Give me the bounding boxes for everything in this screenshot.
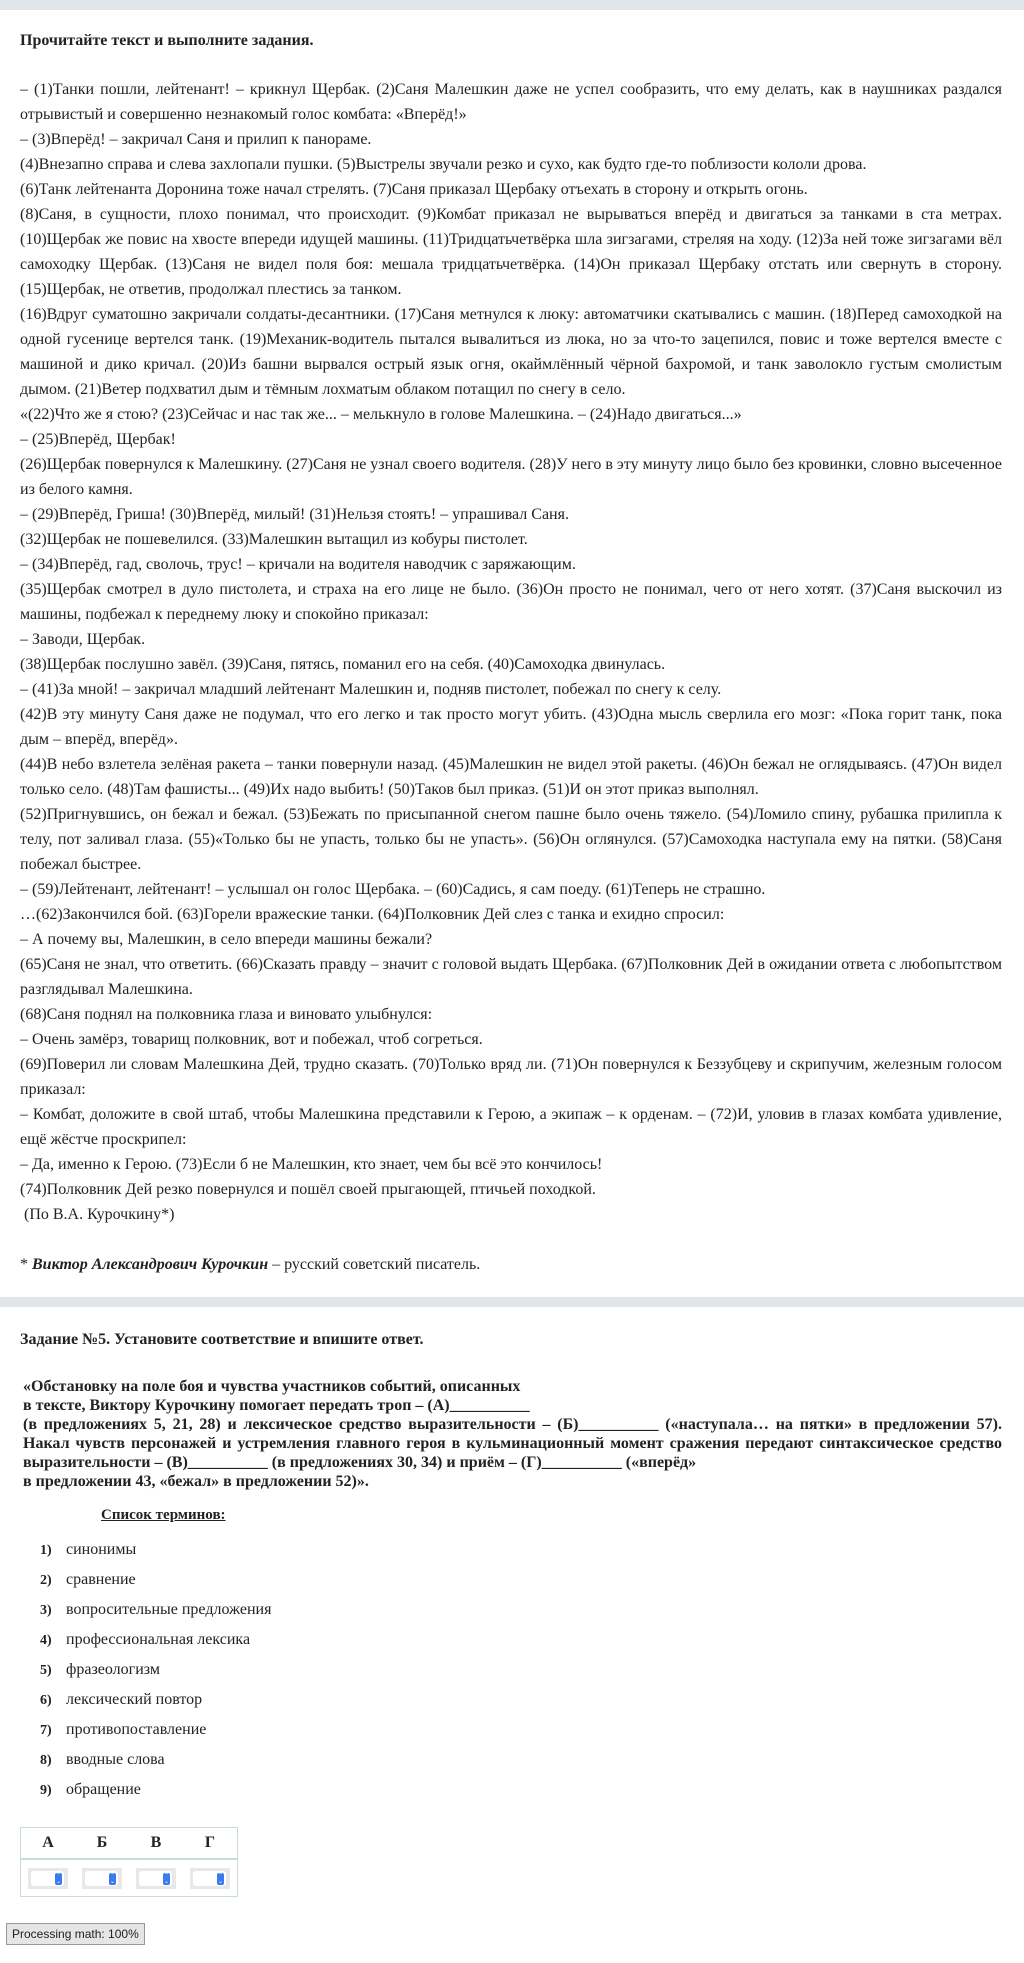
term-label: вводные слова xyxy=(66,1751,165,1768)
term-number: 3) xyxy=(40,1603,52,1618)
passage-paragraph: …(62)Закончился бой. (63)Горели вражеские танки. (64)Полковник Дей слез с танка и ехидно спросил: xyxy=(20,906,725,923)
task-statement xyxy=(20,1377,1002,1491)
author-footnote xyxy=(20,1252,1002,1277)
passage-paragraph: (65)Саня не знал, что ответить. (66)Сказать правду – значит с головой выдать Щербака. (67)Полковник Дей в ожидании ответа с любопытством разглядывал Малешкина. xyxy=(20,956,1002,998)
term-number: 2) xyxy=(40,1573,52,1588)
chevron-updown-icon: ⌃ ⌄ xyxy=(55,1872,62,1885)
passage-paragraph: (52)Пригнувшись, он бежал и бежал. (53)Бежать по присыпанной снегом пашне было очень тяжело. (54)Ломило спину, рубашка прилипла к телу, пот заливал глаза. (55)«Только бы не упасть, только бы не упасть». (56)Он оглянулся. (57)Самоходка наступала ему на пятки. (58)Саня побежал быстрее. xyxy=(20,806,1002,873)
term-number: 8) xyxy=(40,1753,52,1768)
passage-paragraph: (74)Полковник Дей резко повернулся и пошёл своей прыгающей, птичьей походкой. xyxy=(20,1181,596,1198)
answer-cell xyxy=(183,1859,238,1897)
answer-column-header: А xyxy=(21,1828,76,1860)
task-line: в тексте, Виктору Курочкину помогает передать троп – (А)__________ xyxy=(23,1397,530,1414)
section-divider xyxy=(0,1297,1024,1307)
answer-column-header: Б xyxy=(75,1828,129,1860)
term-label: синонимы xyxy=(66,1541,137,1558)
task-section xyxy=(0,1327,1024,1897)
term-item xyxy=(40,1775,1002,1805)
passage-paragraph: (26)Щербак повернулся к Малешкину. (27)Саня не узнал своего водителя. (28)У него в эту минуту лицо было без кровинки, словно высеченное из белого камня. xyxy=(20,456,1002,498)
term-label: фразеологизм xyxy=(66,1661,161,1678)
term-number: 9) xyxy=(40,1783,52,1798)
chevron-updown-icon: ⌃ ⌄ xyxy=(109,1872,116,1885)
passage-paragraph: – (59)Лейтенант, лейтенант! – услышал он голос Щербака. – (60)Садись, я сам поеду. (61)Теперь не страшно. xyxy=(20,881,766,898)
term-label: профессиональная лексика xyxy=(66,1631,251,1648)
terms-heading: Список терминов: xyxy=(101,1507,226,1523)
footnote-text: – русский советский писатель. xyxy=(268,1256,481,1273)
top-divider xyxy=(0,0,1024,10)
term-item xyxy=(40,1595,1002,1625)
processing-status: Processing math: 100% xyxy=(6,1923,145,1945)
passage-paragraph: (32)Щербак не пошевелился. (33)Малешкин вытащил из кобуры пистолет. xyxy=(20,531,528,548)
term-item xyxy=(40,1715,1002,1745)
term-item xyxy=(40,1535,1002,1565)
answer-column-header: Г xyxy=(183,1828,238,1860)
passage-paragraph: (69)Поверил ли словам Малешкина Дей, трудно сказать. (70)Только вряд ли. (71)Он повернулся к Беззубцеву и скрипучим, железным голосом приказал: xyxy=(20,1056,1002,1098)
answer-cell xyxy=(75,1859,129,1897)
term-label: противопоставление xyxy=(66,1721,207,1738)
answer-table xyxy=(20,1827,238,1897)
passage-paragraph: (68)Саня поднял на полковника глаза и виновато улыбнулся: xyxy=(20,1006,433,1023)
passage-paragraph: – (3)Вперёд! – закричал Саня и прилип к панораме. xyxy=(20,131,372,148)
passage-paragraph: – Да, именно к Герою. (73)Если б не Малешкин, кто знает, чем бы всё это кончилось! xyxy=(20,1156,603,1173)
chevron-updown-icon: ⌃ ⌄ xyxy=(163,1872,170,1885)
passage-paragraph: (8)Саня, в сущности, плохо понимал, что происходит. (9)Комбат приказал не вырываться вперёд и двигаться за танками в ста метрах. (10)Щербак же повис на хвосте впереди идущей машины. (11)Тридцатьчетвёрка шла зигзагами, стреляя на ходу. (12)За ней тоже зигзагами вёл самоходку Щербак. (13)Саня не видел поля боя: мешала тридцатьчетвёрка. (14)Он приказал Щербаку отстать или свернуть в сторону. (15)Щербак, не ответив, продолжал плестись за танком. xyxy=(20,206,1002,298)
task-title: Задание №5. Установите соответствие и впишите ответ. xyxy=(20,1331,424,1348)
passage-paragraph: – (29)Вперёд, Гриша! (30)Вперёд, милый! (31)Нельзя стоять! – упрашивал Саня. xyxy=(20,506,569,523)
terms-list xyxy=(20,1535,1002,1805)
task-line: (в предложениях 5, 21, 28) и лексическое средство выразительности – (Б)__________ («наступала… на пятки» в предложении 57). Накал чувств персонажей и устремления главного героя в кульминационный момент сражения передают синтаксическое средство выразительности – (В)__________ (в предложениях 30, 34) и приём – (Г)__________ («вперёд» xyxy=(23,1416,1002,1471)
term-label: обращение xyxy=(66,1781,141,1798)
answer-select[interactable] xyxy=(190,1868,230,1889)
task-line: «Обстановку на поле боя и чувства участников событий, описанных xyxy=(23,1378,521,1395)
term-number: 5) xyxy=(40,1663,52,1678)
passage-paragraph: (35)Щербак смотрел в дуло пистолета, и страха на его лице не было. (36)Он просто не понимал, чего от него хотят. (37)Саня выскочил из машины, подбежал к переднему люку и спокойно приказал: xyxy=(20,581,1002,623)
reading-section xyxy=(0,28,1024,1277)
term-number: 4) xyxy=(40,1633,52,1648)
passage-paragraph: (6)Танк лейтенанта Доронина тоже начал стрелять. (7)Саня приказал Щербаку отъехать в сторону и открыть огонь. xyxy=(20,181,808,198)
passage-paragraph: (44)В небо взлетела зелёная ракета – танки повернули назад. (45)Малешкин не видел этой ракеты. (46)Он бежал не оглядываясь. (47)Он видел только село. (48)Там фашисты... (49)Их надо выбить! (50)Таков был приказ. (51)И он этот приказ выполнял. xyxy=(20,756,1002,798)
answer-select[interactable] xyxy=(82,1868,122,1889)
task-line: в предложении 43, «бежал» в предложении 52)». xyxy=(23,1473,369,1490)
term-number: 7) xyxy=(40,1723,52,1738)
term-number: 6) xyxy=(40,1693,52,1708)
passage-paragraph: – (1)Танки пошли, лейтенант! – крикнул Щербак. (2)Саня Малешкин даже не успел сообразить, что ему делать, как в наушниках раздался отрывистый и совершенно незнакомый голос комбата: «Вперёд!» xyxy=(20,81,1002,123)
passage-paragraph: – (41)За мной! – закричал младший лейтенант Малешкин и, подняв пистолет, побежал по снегу к селу. xyxy=(20,681,722,698)
answer-column-header: В xyxy=(129,1828,183,1860)
answer-cell xyxy=(129,1859,183,1897)
passage-paragraph: – Заводи, Щербак. xyxy=(20,631,146,648)
passage-text xyxy=(20,77,1002,1202)
source-credit: (По В.А. Курочкину*) xyxy=(24,1206,175,1223)
footnote-star: * xyxy=(20,1256,32,1273)
passage-paragraph: (16)Вдруг суматошно закричали солдаты-десантники. (17)Саня метнулся к люку: автоматчики скатывались с машин. (18)Перед самоходкой на одной гусенице вертелся танк. (19)Механик-водитель пытался вывалиться из люка, но за что-то зацепился, повис и тоже вертелся вместе с машиной и дико кричал. (20)Из башни вырвался острый язык огня, окаймлённый чёрной бахромой, и танк заволокло густым смолистым дымом. (21)Ветер подхватил дым и тёмным лохматым облаком потащил по снегу в село. xyxy=(20,306,1002,398)
term-label: сравнение xyxy=(66,1571,136,1588)
term-item xyxy=(40,1655,1002,1685)
term-label: вопросительные предложения xyxy=(66,1601,272,1618)
passage-paragraph: «(22)Что же я стою? (23)Сейчас и нас так же... – мелькнуло в голове Малешкина. – (24)Надо двигаться...» xyxy=(20,406,742,423)
term-label: лексический повтор xyxy=(66,1691,203,1708)
passage-paragraph: (4)Внезапно справа и слева захлопали пушки. (5)Выстрелы звучали резко и сухо, как будто где-то поблизости кололи дрова. xyxy=(20,156,867,173)
passage-paragraph: – Комбат, доложите в свой штаб, чтобы Малешкина представили к Герою, а экипаж – к орденам. – (72)И, уловив в глазах комбата удивление, ещё жёстче проскрипел: xyxy=(20,1106,1002,1148)
author-name: Виктор Александрович Курочкин xyxy=(32,1256,269,1273)
instruction-heading: Прочитайте текст и выполните задания. xyxy=(20,32,314,49)
passage-paragraph: (38)Щербак послушно завёл. (39)Саня, пятясь, поманил его на себя. (40)Самоходка двинулась. xyxy=(20,656,666,673)
term-item xyxy=(40,1685,1002,1715)
term-item xyxy=(40,1625,1002,1655)
answer-cell xyxy=(21,1859,76,1897)
answer-select[interactable] xyxy=(28,1868,68,1889)
term-number: 1) xyxy=(40,1543,52,1558)
passage-paragraph: – Очень замёрз, товарищ полковник, вот и побежал, чтоб согреться. xyxy=(20,1031,483,1048)
passage-paragraph: (42)В эту минуту Саня даже не подумал, что его легко и так просто могут убить. (43)Одна мысль сверлила его мозг: «Пока горит танк, пока дым – вперёд, вперёд». xyxy=(20,706,1002,748)
answer-select[interactable] xyxy=(136,1868,176,1889)
chevron-updown-icon: ⌃ ⌄ xyxy=(217,1872,224,1885)
term-item xyxy=(40,1745,1002,1775)
passage-paragraph: – А почему вы, Малешкин, в село впереди машины бежали? xyxy=(20,931,433,948)
term-item xyxy=(40,1565,1002,1595)
passage-paragraph: – (25)Вперёд, Щербак! xyxy=(20,431,176,448)
passage-paragraph: – (34)Вперёд, гад, сволочь, трус! – кричали на водителя наводчик с заряжающим. xyxy=(20,556,576,573)
